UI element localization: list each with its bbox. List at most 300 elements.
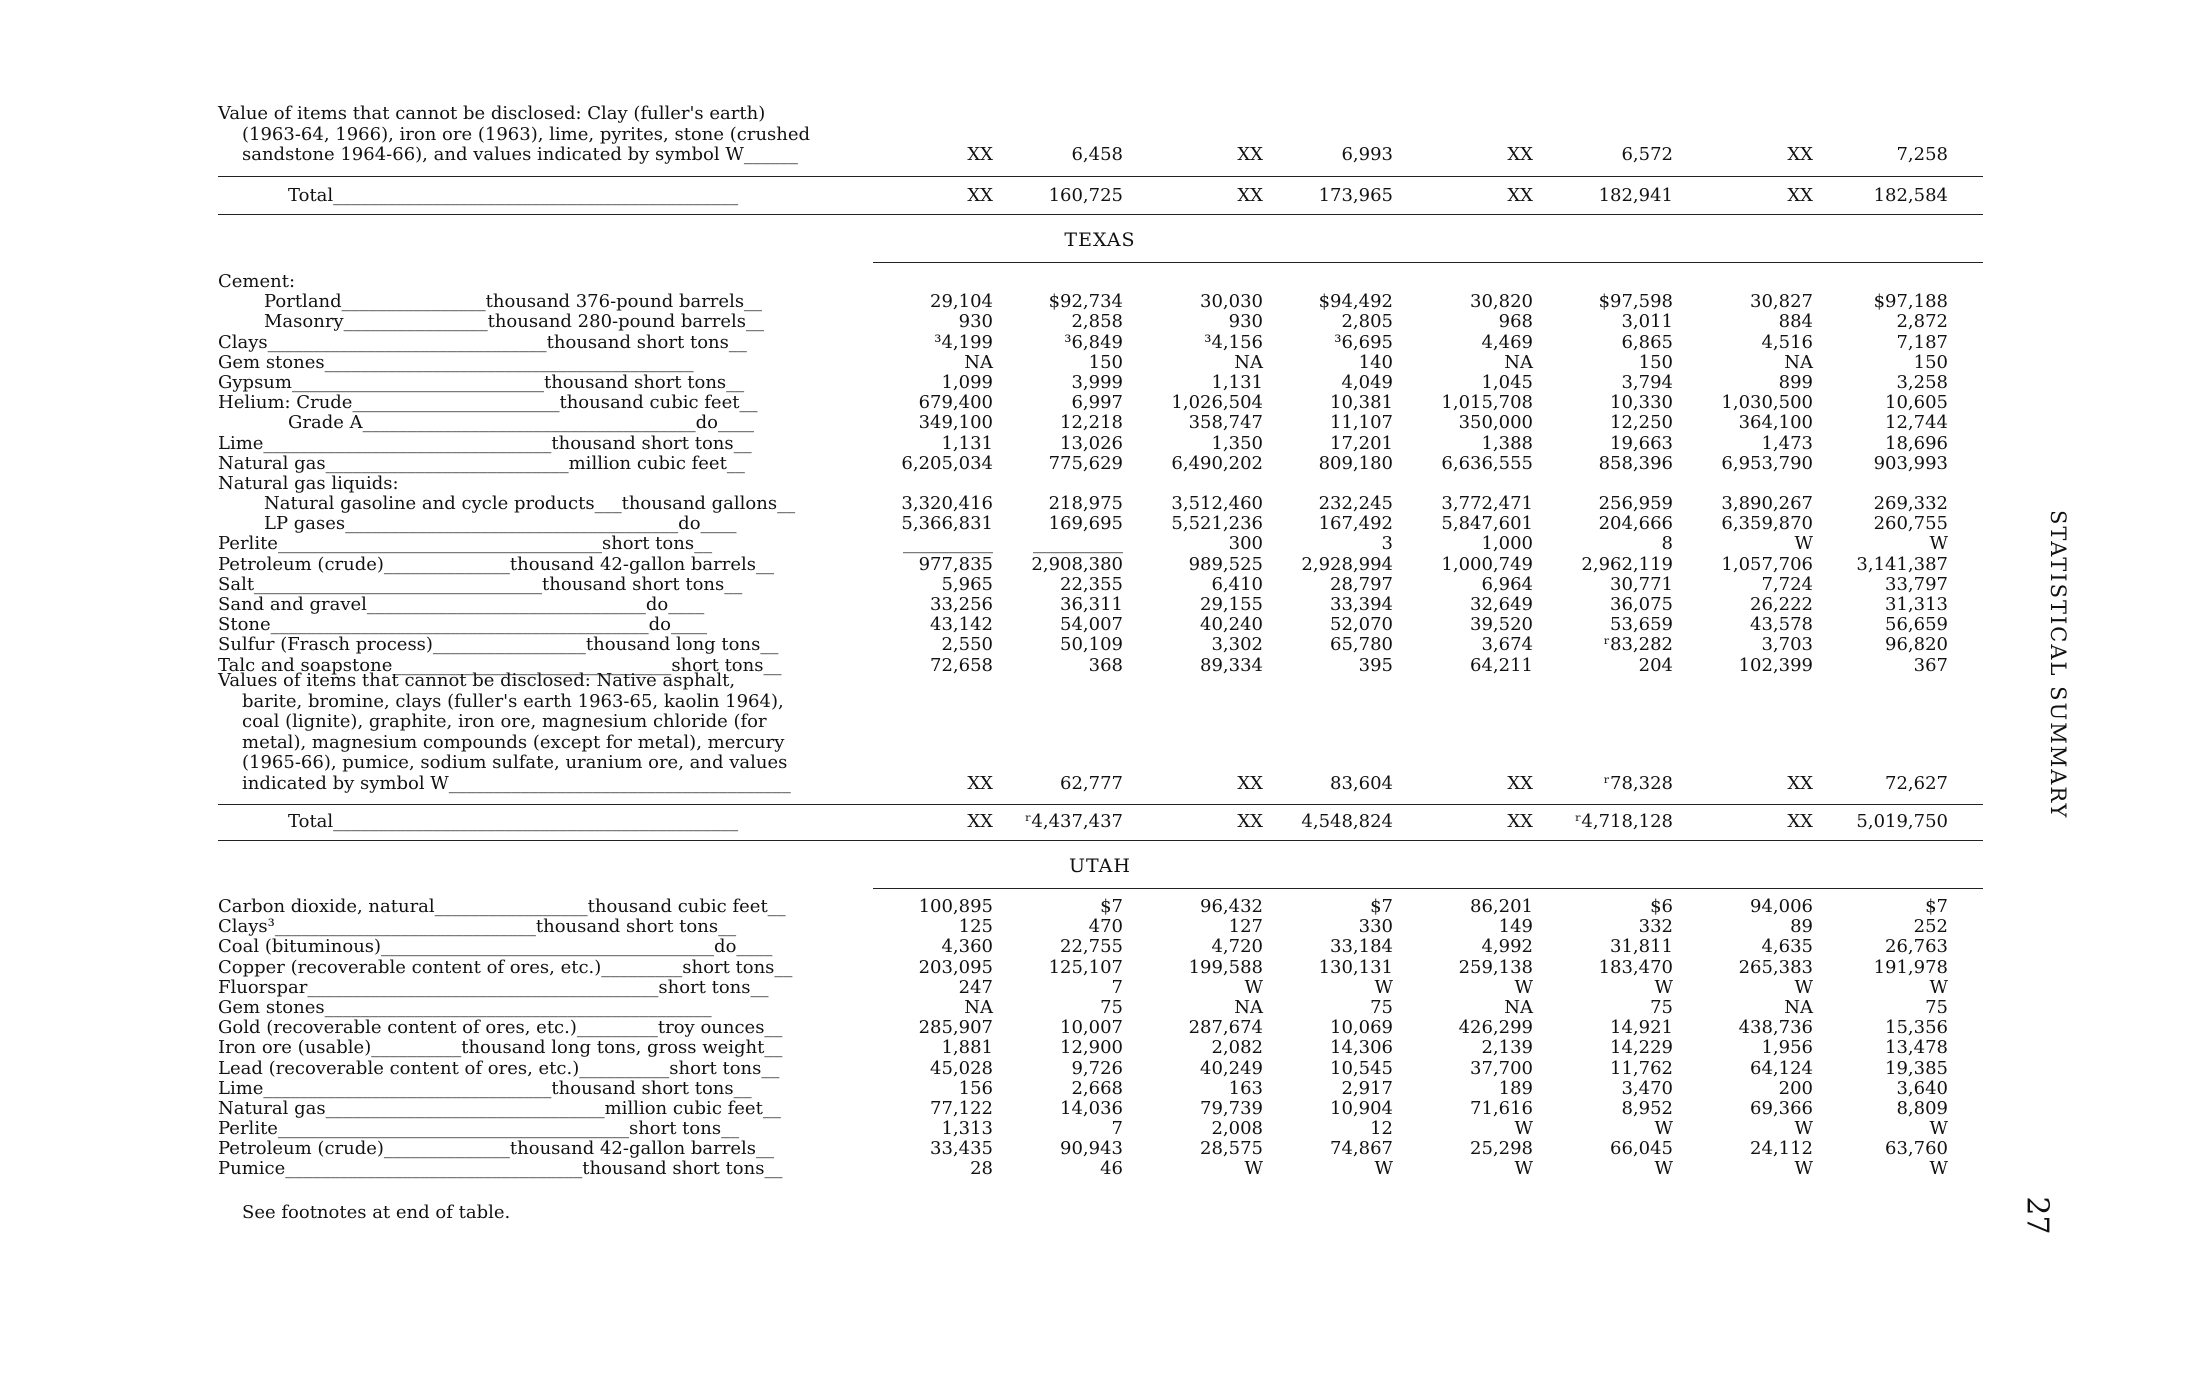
cell: 256,959 — [1598, 493, 1673, 515]
cell: 1,131 — [1211, 371, 1263, 393]
row-label: Pumice_________________________________thousand short tons__ — [218, 1159, 783, 1180]
cell: W — [1374, 1158, 1393, 1180]
row-label: Perlite____________________________________short tons__ — [218, 534, 713, 555]
cell: 1,350 — [1211, 432, 1263, 454]
cell: 300 — [1228, 533, 1263, 555]
cell: NA — [1234, 996, 1263, 1018]
cell: 5,019,750 — [1856, 811, 1948, 832]
cell: 39,520 — [1470, 614, 1533, 636]
cell: 218,975 — [1048, 493, 1123, 515]
table-row — [218, 1139, 1983, 1159]
cell: 203,095 — [918, 956, 993, 978]
cell: W — [1244, 1158, 1263, 1180]
group-label-row — [218, 474, 1983, 494]
prior-total-row — [218, 186, 1983, 206]
cell: 10,545 — [1330, 1057, 1393, 1079]
cell: 4,049 — [1341, 371, 1393, 393]
cell: 140 — [1358, 351, 1393, 373]
cell: 19,663 — [1610, 432, 1673, 454]
cell: NA — [964, 996, 993, 1018]
cell: 33,797 — [1885, 573, 1948, 595]
cell: 930 — [958, 311, 993, 333]
cell: 285,907 — [918, 1017, 993, 1039]
cell: 858,396 — [1598, 452, 1673, 474]
cell: 899 — [1778, 371, 1813, 393]
cell: 12,900 — [1060, 1037, 1123, 1059]
cell: 182,941 — [1598, 185, 1673, 206]
table-row — [218, 434, 1983, 454]
cell: 69,366 — [1750, 1097, 1813, 1119]
cell: 46 — [1100, 1158, 1123, 1180]
cell: 56,659 — [1885, 614, 1948, 636]
cell: 26,222 — [1750, 594, 1813, 615]
table-row — [218, 958, 1983, 978]
cell: 6,205,034 — [901, 452, 993, 474]
table-row — [218, 393, 1983, 413]
row-label: Perlite_______________________________________short tons__ — [218, 1119, 740, 1140]
cell: NA — [964, 351, 993, 373]
cell: __________ — [1033, 533, 1123, 555]
cell: 7,258 — [1896, 144, 1948, 165]
row-label: Grade A_____________________________________do____ — [288, 413, 754, 434]
row-label: Gem stones_________________________________________ — [218, 352, 694, 373]
cell: 6,953,790 — [1721, 452, 1813, 474]
cell: 775,629 — [1048, 452, 1123, 474]
row-label: Coal (bituminous)_____________________________________do____ — [218, 937, 773, 958]
cell: ³6,849 — [1064, 331, 1123, 353]
cell: 3,794 — [1621, 371, 1673, 393]
cell: 14,229 — [1610, 1037, 1673, 1059]
cell: 10,330 — [1610, 392, 1673, 414]
cell: 3,772,471 — [1441, 493, 1533, 515]
cell: 1,015,708 — [1441, 392, 1533, 414]
cell: 102,399 — [1738, 654, 1813, 676]
row-label: Sulfur (Frasch process)_________________thousand long tons__ — [218, 635, 779, 656]
group-label: Natural gas liquids: — [218, 473, 399, 494]
row-label: Petroleum (crude)______________thousand 42-gallon barrels__ — [218, 554, 774, 575]
cell: 260,755 — [1873, 513, 1948, 535]
cell: 167,492 — [1318, 513, 1393, 535]
cell: 75 — [1925, 996, 1948, 1018]
cell: 10,007 — [1060, 1017, 1123, 1039]
cell: 89,334 — [1200, 654, 1263, 676]
cell: 54,007 — [1060, 614, 1123, 636]
cell: 438,736 — [1738, 1017, 1813, 1039]
cell: XX — [967, 811, 993, 832]
cell: 96,432 — [1200, 896, 1263, 917]
row-label: Lime________________________________thousand short tons__ — [218, 1078, 752, 1099]
cell: 125 — [958, 916, 993, 938]
cell: 204,666 — [1598, 513, 1673, 535]
cell: 3,674 — [1481, 634, 1533, 656]
cell: 1,099 — [941, 371, 993, 393]
cell: 1,026,504 — [1171, 392, 1263, 414]
cell: 13,478 — [1885, 1037, 1948, 1059]
cell: W — [1929, 533, 1948, 555]
row-label: Talc and soapstone_______________________________short tons__ — [218, 655, 782, 676]
total-label-text: Total — [288, 812, 334, 832]
cell: 3,258 — [1896, 371, 1948, 393]
cell: 1,388 — [1481, 432, 1533, 454]
cell: NA — [1784, 996, 1813, 1018]
cell: 19,385 — [1885, 1057, 1948, 1079]
cell: 17,201 — [1330, 432, 1393, 454]
row-label: Helium: Crude_______________________thousand cubic feet__ — [218, 393, 758, 414]
cell: 977,835 — [918, 553, 993, 575]
cell: $6 — [1650, 896, 1673, 917]
cell: 75 — [1370, 996, 1393, 1018]
cell: 83,604 — [1330, 773, 1393, 794]
cell: 330 — [1358, 916, 1393, 938]
cell: 3,703 — [1761, 634, 1813, 656]
cell: $94,492 — [1318, 291, 1393, 313]
cell: XX — [1787, 811, 1813, 832]
cell: 14,306 — [1330, 1037, 1393, 1059]
cell: 265,383 — [1738, 956, 1813, 978]
cell: ʳ83,282 — [1603, 634, 1673, 656]
cell: 10,381 — [1330, 392, 1393, 414]
cell: 5,366,831 — [901, 513, 993, 535]
cell: W — [1794, 1158, 1813, 1180]
footnote: See footnotes at end of table. — [242, 1202, 511, 1223]
cell: XX — [967, 773, 993, 794]
table-row — [218, 937, 1983, 957]
cell: 3,011 — [1621, 311, 1673, 333]
cell: 2,908,380 — [1031, 553, 1123, 575]
table-row — [218, 292, 1983, 312]
cell: 470 — [1088, 916, 1123, 938]
cell: 22,755 — [1060, 936, 1123, 958]
cell: 4,469 — [1481, 331, 1533, 353]
table-row — [218, 1159, 1983, 1179]
texas-undisclosed-line: (1965-66), pumice, sodium sulfate, uranium ore, and values — [242, 752, 788, 773]
cell: 2,139 — [1481, 1037, 1533, 1059]
cell: 3,890,267 — [1721, 493, 1813, 515]
cell: $92,734 — [1048, 291, 1123, 313]
cell: 77,122 — [930, 1097, 993, 1119]
cell: 31,313 — [1885, 594, 1948, 615]
cell: 1,956 — [1761, 1037, 1813, 1059]
row-label: LP gases_____________________________________do____ — [264, 514, 737, 535]
row-label: Lime________________________________thousand short tons__ — [218, 433, 752, 454]
cell: 1,000,749 — [1441, 553, 1533, 575]
cell: 13,026 — [1060, 432, 1123, 454]
cell: 3,640 — [1896, 1077, 1948, 1099]
cell: 183,470 — [1598, 956, 1673, 978]
table-row — [218, 534, 1983, 554]
cell: 74,867 — [1330, 1138, 1393, 1160]
cell: 45,028 — [930, 1057, 993, 1079]
cell: 199,588 — [1188, 956, 1263, 978]
cell: ʳ78,328 — [1603, 773, 1673, 794]
cell: 884 — [1778, 311, 1813, 333]
cell: 100,895 — [918, 896, 993, 917]
cell: XX — [1507, 811, 1533, 832]
cell: 26,763 — [1885, 936, 1948, 958]
cell: 6,410 — [1211, 573, 1263, 595]
cell: 1,313 — [941, 1118, 993, 1140]
cell: $97,598 — [1598, 291, 1673, 313]
cell: W — [1654, 976, 1673, 998]
cell: 4,992 — [1481, 936, 1533, 958]
row-label: Sand and gravel_______________________________do____ — [218, 595, 705, 615]
cell: 2,668 — [1071, 1077, 1123, 1099]
cell: 204 — [1638, 654, 1673, 676]
cell: NA — [1504, 351, 1533, 373]
table-row — [218, 595, 1983, 615]
cell: 191,978 — [1873, 956, 1948, 978]
table-row — [218, 514, 1983, 534]
cell: 4,516 — [1761, 331, 1813, 353]
cell: 150 — [1913, 351, 1948, 373]
cell: 4,360 — [941, 936, 993, 958]
cell: 33,184 — [1330, 936, 1393, 958]
cell: W — [1794, 533, 1813, 555]
cell: 72,627 — [1885, 773, 1948, 794]
cell: 358,747 — [1188, 412, 1263, 434]
cell: 989,525 — [1188, 553, 1263, 575]
cell: 127 — [1228, 916, 1263, 938]
cell: 36,075 — [1610, 594, 1673, 615]
cell: 32,649 — [1470, 594, 1533, 615]
cell: XX — [1507, 185, 1533, 206]
running-head: STATISTICAL SUMMARY — [2046, 510, 2070, 820]
group-label: Cement: — [218, 272, 296, 292]
cell: 24,112 — [1750, 1138, 1813, 1160]
cell: 930 — [1228, 311, 1263, 333]
cell: 4,548,824 — [1301, 811, 1393, 832]
cell: 6,490,202 — [1171, 452, 1263, 474]
cell: 75 — [1650, 996, 1673, 1018]
row-label: Gem stones___________________________________________ — [218, 997, 712, 1018]
cell: XX — [1237, 811, 1263, 832]
cell: 94,006 — [1750, 896, 1813, 917]
cell: $7 — [1100, 896, 1123, 917]
table-row — [218, 555, 1983, 575]
divider — [873, 888, 1983, 889]
cell: 7,187 — [1896, 331, 1948, 353]
cell: 5,847,601 — [1441, 513, 1533, 535]
cell: 2,928,994 — [1301, 553, 1393, 575]
cell: __________ — [903, 533, 993, 555]
cell: 31,811 — [1610, 936, 1673, 958]
cell: 1,131 — [941, 432, 993, 454]
cell: 8,809 — [1896, 1097, 1948, 1119]
cell: 43,142 — [930, 614, 993, 636]
cell: 2,082 — [1211, 1037, 1263, 1059]
cell: 8,952 — [1621, 1097, 1673, 1119]
table-row — [218, 1079, 1983, 1099]
cell: 14,921 — [1610, 1017, 1673, 1039]
cell: XX — [1787, 185, 1813, 206]
row-label: Natural gas_______________________________million cubic feet__ — [218, 1098, 781, 1119]
cell: W — [1514, 1158, 1533, 1180]
cell: 2,008 — [1211, 1118, 1263, 1140]
cell: 72,658 — [930, 654, 993, 676]
cell: 395 — [1358, 654, 1393, 676]
cell: 1,881 — [941, 1037, 993, 1059]
cell: 5,521,236 — [1171, 513, 1263, 535]
cell: 2,962,119 — [1581, 553, 1673, 575]
table-row — [218, 615, 1983, 635]
cell: 252 — [1913, 916, 1948, 938]
cell: 173,965 — [1318, 185, 1393, 206]
texas-undisclosed-line: Values of items that cannot be disclosed: Native asphalt, — [218, 670, 736, 691]
cell: 71,616 — [1470, 1097, 1533, 1119]
total-label: Total_____________________________________________ — [288, 812, 739, 832]
row-label: Petroleum (crude)______________thousand 42-gallon barrels__ — [218, 1139, 774, 1160]
cell: NA — [1234, 351, 1263, 373]
cell: 65,780 — [1330, 634, 1393, 656]
table-row — [218, 1099, 1983, 1119]
cell: 3,999 — [1071, 371, 1123, 393]
texas-table — [218, 272, 1983, 676]
cell: 37,700 — [1470, 1057, 1533, 1079]
cell: 6,865 — [1621, 331, 1673, 353]
table-row — [218, 1018, 1983, 1038]
cell: ³4,199 — [934, 331, 993, 353]
texas-undisclosed-line: indicated by symbol W______________________________________ — [242, 772, 791, 794]
cell: 4,635 — [1761, 936, 1813, 958]
cell: 7,724 — [1761, 573, 1813, 595]
cell: 25,298 — [1470, 1138, 1533, 1160]
cell: ʳ4,437,437 — [1025, 811, 1123, 832]
cell: 3,512,460 — [1171, 493, 1263, 515]
cell: 6,993 — [1341, 144, 1393, 165]
divider — [218, 804, 1983, 805]
cell: 332 — [1638, 916, 1673, 938]
cell: 15,356 — [1885, 1017, 1948, 1039]
cell: W — [1374, 976, 1393, 998]
row-label: Natural gas___________________________million cubic feet__ — [218, 453, 745, 474]
cell: 2,872 — [1896, 311, 1948, 333]
cell: 1,473 — [1761, 432, 1813, 454]
cell: W — [1794, 976, 1813, 998]
divider — [873, 262, 1983, 263]
table-row — [218, 312, 1983, 332]
table-row — [218, 333, 1983, 353]
cell: 809,180 — [1318, 452, 1393, 474]
cell: 18,696 — [1885, 432, 1948, 454]
cell: NA — [1784, 351, 1813, 373]
cell: 350,000 — [1458, 412, 1533, 434]
cell: 12 — [1370, 1118, 1393, 1140]
table-row — [218, 145, 1983, 165]
table-row — [218, 635, 1983, 655]
cell: 903,993 — [1873, 452, 1948, 474]
cell: 64,124 — [1750, 1057, 1813, 1079]
cell: W — [1514, 1118, 1533, 1140]
cell: $7 — [1370, 896, 1393, 917]
cell: 40,240 — [1200, 614, 1263, 636]
row-label: Portland________________thousand 376-pound barrels__ — [264, 292, 763, 313]
cell: 368 — [1088, 654, 1123, 676]
table-row — [218, 454, 1983, 474]
cell: XX — [967, 185, 993, 206]
cell: 259,138 — [1458, 956, 1533, 978]
row-label: Natural gasoline and cycle products___thousand gallons__ — [264, 494, 796, 515]
row-label: Masonry________________thousand 280-pound barrels__ — [264, 312, 765, 333]
cell: 50,109 — [1060, 634, 1123, 656]
cell: 1,000 — [1481, 533, 1533, 555]
row-label: Gypsum____________________________thousand short tons__ — [218, 372, 745, 393]
cell: 182,584 — [1873, 185, 1948, 206]
cell: 150 — [1088, 351, 1123, 373]
cell: 189 — [1498, 1077, 1533, 1099]
cell: 6,964 — [1481, 573, 1533, 595]
cell: W — [1654, 1158, 1673, 1180]
row-label: Clays_______________________________thousand short tons__ — [218, 332, 747, 353]
prior-undisclosed-line: sandstone 1964-66), and values indicated by symbol W______ — [242, 144, 798, 165]
texas-undisclosed-values — [218, 774, 1983, 794]
table-row — [218, 1059, 1983, 1079]
cell: 30,030 — [1200, 291, 1263, 313]
cell: 6,636,555 — [1441, 452, 1533, 474]
cell: 11,107 — [1330, 412, 1393, 434]
cell: 90,943 — [1060, 1138, 1123, 1160]
divider — [218, 176, 1983, 177]
cell: W — [1794, 1118, 1813, 1140]
table-row — [218, 373, 1983, 393]
row-label: Carbon dioxide, natural_________________thousand cubic feet__ — [218, 897, 786, 917]
cell: 130,131 — [1318, 956, 1393, 978]
row-label: Lead (recoverable content of ores, etc.)__________short tons__ — [218, 1058, 780, 1079]
cell: 426,299 — [1458, 1017, 1533, 1039]
prior-undisclosed-line: (1963-64, 1966), iron ore (1963), lime, pyrites, stone (crushed — [242, 123, 811, 145]
cell: 30,771 — [1610, 573, 1673, 595]
cell: 29,155 — [1200, 594, 1263, 615]
table-row — [218, 774, 1983, 794]
texas-undisclosed-line: barite, bromine, clays (fuller's earth 1963-65, kaolin 1964), — [242, 690, 784, 712]
cell: 2,858 — [1071, 311, 1123, 333]
table-row — [218, 575, 1983, 595]
cell: 10,069 — [1330, 1017, 1393, 1039]
cell: 3,302 — [1211, 634, 1263, 656]
cell: 160,725 — [1048, 185, 1123, 206]
cell: 63,760 — [1885, 1138, 1948, 1160]
table-row — [218, 1119, 1983, 1139]
cell: 75 — [1100, 996, 1123, 1018]
table-row — [218, 413, 1983, 433]
total-label: Total_____________________________________________ — [288, 186, 739, 206]
cell: W — [1929, 1158, 1948, 1180]
prior-undisclosed-line: Value of items that cannot be disclosed: Clay (fuller's earth) — [218, 103, 766, 124]
cell: 4,720 — [1211, 936, 1263, 958]
cell: 33,256 — [930, 594, 993, 615]
cell: NA — [1504, 996, 1533, 1018]
cell: 3,141,387 — [1856, 553, 1948, 575]
cell: 28 — [970, 1158, 993, 1180]
cell: XX — [1237, 773, 1263, 794]
row-label: Iron ore (usable)__________thousand long tons, gross weight__ — [218, 1038, 783, 1059]
cell: 62,777 — [1060, 773, 1123, 794]
row-label: Salt________________________________thousand short tons__ — [218, 574, 743, 595]
cell: 33,435 — [930, 1138, 993, 1160]
cell: XX — [1237, 185, 1263, 206]
cell: 6,359,870 — [1721, 513, 1813, 535]
cell: 5,965 — [941, 573, 993, 595]
cell: W — [1929, 976, 1948, 998]
cell: XX — [1507, 773, 1533, 794]
row-label: Clays³_____________________________thousand short tons__ — [218, 917, 737, 938]
cell: XX — [1787, 773, 1813, 794]
cell: 7 — [1111, 976, 1123, 998]
cell: 169,695 — [1048, 513, 1123, 535]
cell: 30,820 — [1470, 291, 1533, 313]
texas-total-row — [218, 812, 1983, 832]
cell: 247 — [958, 976, 993, 998]
cell: W — [1654, 1118, 1673, 1140]
